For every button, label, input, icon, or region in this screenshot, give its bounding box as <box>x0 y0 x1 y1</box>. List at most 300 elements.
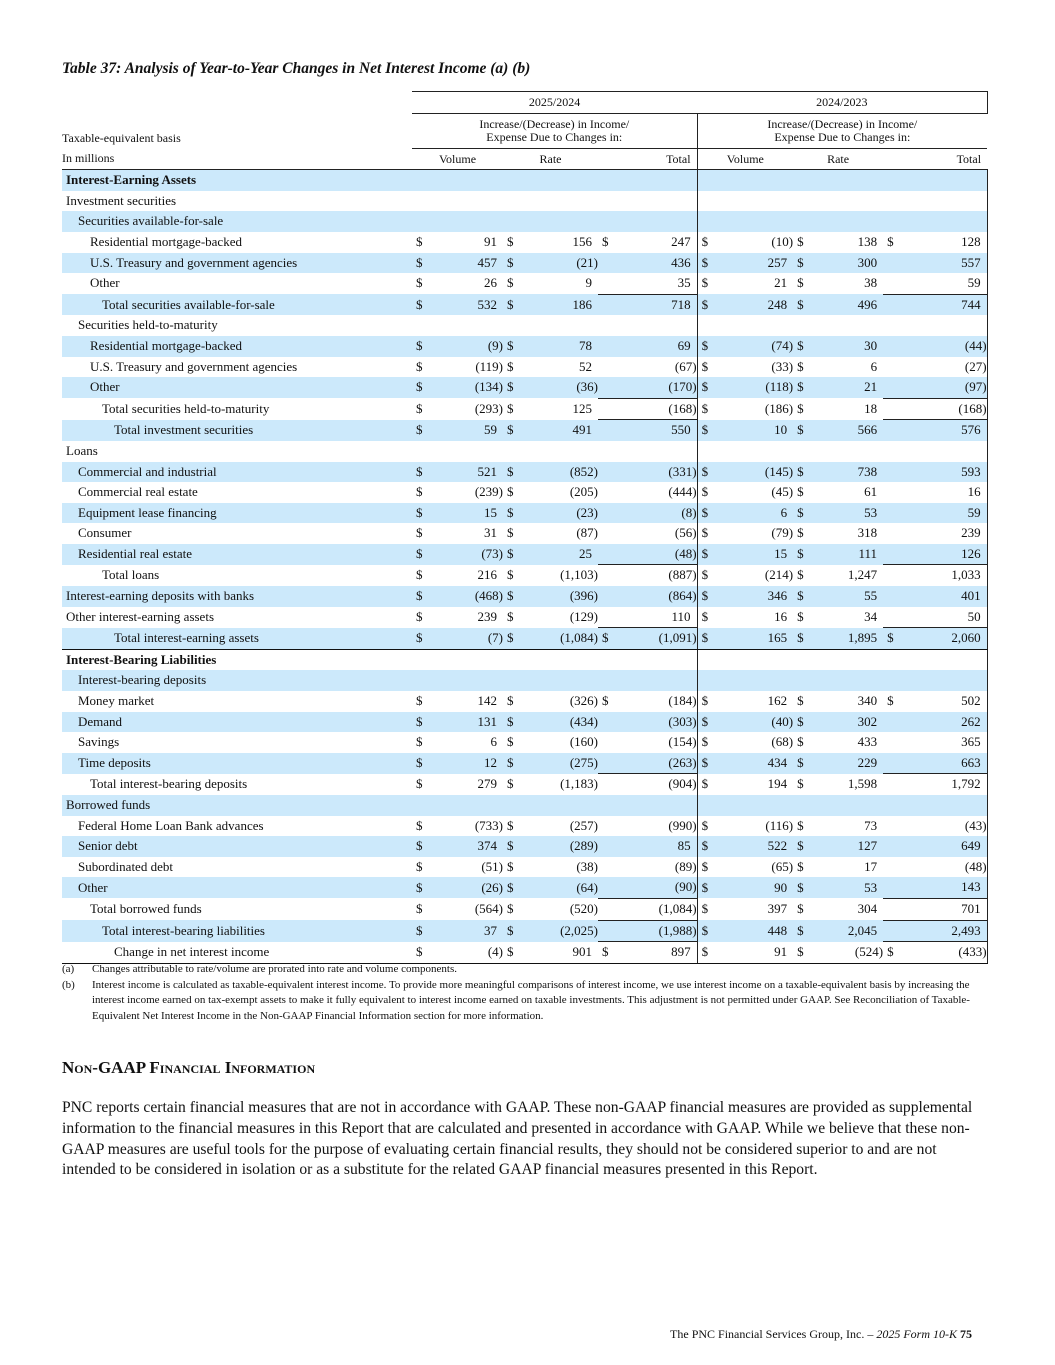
value-cell: (68) <box>771 734 794 750</box>
value-cell: (21) <box>520 253 598 274</box>
value-cell: 491 <box>520 420 598 441</box>
row-label: Investment securities <box>66 192 177 208</box>
dollar-sign <box>598 170 615 191</box>
dollar-sign: $ <box>412 336 430 357</box>
table-row <box>62 398 987 420</box>
row-label: Other <box>90 275 120 291</box>
table-row <box>62 315 987 336</box>
row-label: Total borrowed funds <box>90 900 202 916</box>
dollar-sign: $ <box>697 503 715 524</box>
dollar-sign: $ <box>793 877 810 898</box>
value-cell <box>810 211 883 232</box>
dollar-sign: $ <box>602 693 609 709</box>
value-cell: 318 <box>857 525 878 541</box>
dollar-sign <box>883 774 900 795</box>
value-cell: (27) <box>900 357 987 378</box>
dollar-sign: $ <box>793 712 810 733</box>
dollar-sign <box>883 920 900 942</box>
value-cell: 1,598 <box>847 776 878 792</box>
value-cell: 1,033 <box>900 565 987 586</box>
footnotes <box>62 962 987 1024</box>
value-cell: 262 <box>900 712 987 733</box>
value-cell: 302 <box>810 712 883 733</box>
dollar-sign <box>598 503 615 524</box>
dollar-sign <box>883 732 900 753</box>
value-cell: (326) <box>569 693 598 709</box>
dollar-sign: $ <box>412 920 430 942</box>
dollar-sign <box>412 649 430 670</box>
dollar-sign <box>598 191 615 212</box>
value-cell: (119) <box>475 358 503 374</box>
dollar-sign: $ <box>797 525 804 541</box>
dollar-sign: $ <box>883 628 900 650</box>
value-cell <box>615 670 697 691</box>
table-row <box>62 607 987 628</box>
table-row <box>62 898 987 920</box>
value-cell: (48) <box>615 544 697 565</box>
dollar-sign: $ <box>797 776 804 792</box>
value-cell: (1,988) <box>615 920 697 942</box>
dollar-sign: $ <box>507 858 514 874</box>
dollar-sign <box>697 170 715 191</box>
dollar-sign: $ <box>793 420 810 441</box>
dollar-sign: $ <box>412 877 430 898</box>
dollar-sign: $ <box>503 628 520 650</box>
row-label: Residential mortgage-backed <box>62 336 412 357</box>
footer-company: The PNC Financial Services Group, Inc. – <box>670 1327 874 1341</box>
table-row <box>62 523 987 544</box>
dollar-sign: $ <box>416 400 423 416</box>
value-cell: (904) <box>668 776 697 792</box>
dollar-sign: $ <box>507 567 514 583</box>
col-rate: Rate <box>793 148 883 170</box>
table-row <box>62 232 987 253</box>
dollar-sign: $ <box>697 544 715 565</box>
table-row <box>62 795 987 816</box>
dollar-sign: $ <box>507 358 514 374</box>
table-row <box>62 565 987 586</box>
dollar-sign: $ <box>697 462 715 483</box>
value-cell <box>520 211 598 232</box>
dollar-sign <box>883 795 900 816</box>
value-cell: 91 <box>715 942 793 964</box>
value-cell <box>430 170 503 191</box>
dollar-sign: $ <box>697 753 715 774</box>
sub-header-1 <box>412 113 697 148</box>
dollar-sign <box>598 544 615 565</box>
dollar-sign: $ <box>697 565 715 586</box>
dollar-sign: $ <box>416 817 423 833</box>
value-cell: 73 <box>864 817 878 833</box>
value-cell: (170) <box>615 377 697 398</box>
value-cell <box>520 670 598 691</box>
value-cell: (45) <box>771 484 794 500</box>
dollar-sign <box>883 649 900 670</box>
row-label: Residential real estate <box>62 544 412 565</box>
value-cell: (7) <box>430 628 503 650</box>
table-row <box>62 544 987 565</box>
value-cell: (239) <box>474 484 503 500</box>
value-cell <box>615 441 697 462</box>
table-row <box>62 774 987 795</box>
row-label: Time deposits <box>62 753 412 774</box>
value-cell: 433 <box>857 734 878 750</box>
value-cell <box>810 670 883 691</box>
dollar-sign: $ <box>697 732 715 753</box>
dollar-sign: $ <box>697 420 715 441</box>
value-cell: (303) <box>615 712 697 733</box>
dollar-sign <box>598 670 615 691</box>
dollar-sign: $ <box>797 358 804 374</box>
value-cell: 502 <box>900 691 987 712</box>
dollar-sign <box>598 712 615 733</box>
header-columns <box>62 148 987 170</box>
dollar-sign <box>697 441 715 462</box>
value-cell: (396) <box>520 586 598 607</box>
value-cell <box>810 315 883 336</box>
dollar-sign <box>503 170 520 191</box>
dollar-sign <box>883 315 900 336</box>
value-cell <box>615 795 697 816</box>
dollar-sign <box>598 315 615 336</box>
value-cell: 16 <box>774 608 788 624</box>
row-label: U.S. Treasury and government agencies <box>90 358 298 374</box>
dollar-sign: $ <box>697 942 715 964</box>
table-row <box>62 211 987 232</box>
value-cell: (186) <box>764 400 794 416</box>
dollar-sign: $ <box>503 920 520 942</box>
value-cell <box>430 211 503 232</box>
dollar-sign: $ <box>887 233 894 249</box>
dollar-sign <box>883 877 900 898</box>
table-row <box>62 253 987 274</box>
dollar-sign: $ <box>697 857 715 878</box>
dollar-sign: $ <box>697 273 715 294</box>
dollar-sign <box>883 836 900 857</box>
value-cell <box>520 649 598 670</box>
dollar-sign <box>883 211 900 232</box>
dollar-sign: $ <box>797 275 804 291</box>
dollar-sign <box>598 462 615 483</box>
footnote-text: Interest income is calculated as taxable-equivalent interest income. To provide more meaningful comparisons of interest income, we use interest income on a taxable-equivalent basis by increasing the interest income earned on tax-exempt assets to make it fully equivalent to interest income earned on taxable investments. This adjustment is not permitted under GAAP. See Reconciliation of Taxable-Equivalent Net Interest Income in the Non-GAAP Financial Information section for more information. <box>92 978 970 1022</box>
dollar-sign <box>598 253 615 274</box>
value-cell: (67) <box>674 358 697 374</box>
dollar-sign <box>598 857 615 878</box>
value-cell <box>900 670 987 691</box>
dollar-sign <box>883 898 900 920</box>
dollar-sign: $ <box>697 628 715 650</box>
dollar-sign <box>883 857 900 878</box>
table-row <box>62 482 987 503</box>
value-cell: 17 <box>864 858 878 874</box>
value-cell: (87) <box>576 525 598 541</box>
value-cell: 496 <box>810 294 883 315</box>
value-cell: 521 <box>430 462 503 483</box>
section-body: PNC reports certain financial measures that are not in accordance with GAAP. These non-GAAP financial measures are provided as supplemental information to the financial measures in this Report that are calculated and presented in accordance with GAAP. While we believe that these non-GAAP measures are useful tools for the purpose of evaluating certain financial results, they should not be considered superior to and are not intended to be considered in isolation or as a substitute for the related GAAP financial measures presented in this Report. <box>62 1099 973 1179</box>
row-label: Total securities held-to-maturity <box>102 400 270 416</box>
dollar-sign: $ <box>412 628 430 650</box>
dollar-sign <box>598 898 615 920</box>
value-cell: 434 <box>715 753 793 774</box>
value-cell: 6 <box>870 358 878 374</box>
value-cell: 257 <box>715 253 793 274</box>
dollar-sign <box>883 670 900 691</box>
dollar-sign <box>412 670 430 691</box>
table-row <box>62 836 987 857</box>
value-cell: (40) <box>715 712 793 733</box>
value-cell: 35 <box>615 273 697 294</box>
value-cell: 649 <box>900 836 987 857</box>
value-cell: (1,103) <box>560 567 598 583</box>
dollar-sign: $ <box>416 693 423 709</box>
value-cell: 18 <box>864 400 878 416</box>
dollar-sign <box>598 273 615 294</box>
row-label: Other <box>62 877 412 898</box>
value-cell: 55 <box>810 586 883 607</box>
value-cell: 397 <box>767 900 788 916</box>
dollar-sign <box>598 565 615 586</box>
value-cell: (1,084) <box>615 898 697 920</box>
value-cell <box>520 191 598 212</box>
net-interest-income-table <box>62 91 988 964</box>
dollar-sign: $ <box>793 544 810 565</box>
value-cell: 21 <box>774 275 788 291</box>
value-cell: 576 <box>900 420 987 441</box>
value-cell: 138 <box>857 233 878 249</box>
value-cell: 1,247 <box>847 567 878 583</box>
row-label: Total investment securities <box>62 420 412 441</box>
dollar-sign <box>503 670 520 691</box>
dollar-sign: $ <box>412 294 430 315</box>
value-cell: 550 <box>615 420 697 441</box>
dollar-sign: $ <box>503 753 520 774</box>
value-cell <box>900 191 987 212</box>
value-cell: 53 <box>810 503 883 524</box>
value-cell <box>430 315 503 336</box>
dollar-sign <box>883 398 900 420</box>
value-cell: 110 <box>615 607 697 628</box>
value-cell: 365 <box>900 732 987 753</box>
dollar-sign: $ <box>697 898 715 920</box>
dollar-sign <box>503 795 520 816</box>
value-cell: 522 <box>715 836 793 857</box>
value-cell: (38) <box>576 858 598 874</box>
value-cell: 15 <box>430 503 503 524</box>
dollar-sign <box>697 211 715 232</box>
dollar-sign <box>598 482 615 503</box>
value-cell: (160) <box>569 734 598 750</box>
value-cell <box>810 441 883 462</box>
row-label: Total interest-earning assets <box>62 628 412 650</box>
period-2025-2024: 2025/2024 <box>412 92 697 114</box>
value-cell: (293) <box>474 400 503 416</box>
row-label: Savings <box>78 734 120 750</box>
value-cell: 2,493 <box>900 920 987 942</box>
value-cell: 1,895 <box>810 628 883 650</box>
dollar-sign: $ <box>697 357 715 378</box>
value-cell: 59 <box>900 503 987 524</box>
dollar-sign: $ <box>797 484 804 500</box>
dollar-sign: $ <box>697 774 715 795</box>
table-row <box>62 753 987 774</box>
dollar-sign: $ <box>412 942 430 964</box>
value-cell <box>900 649 987 670</box>
dollar-sign: $ <box>416 608 423 624</box>
dollar-sign <box>598 398 615 420</box>
value-cell <box>715 441 793 462</box>
value-cell: (168) <box>615 398 697 420</box>
value-cell: 85 <box>615 836 697 857</box>
dollar-sign: $ <box>793 586 810 607</box>
value-cell <box>520 170 598 191</box>
page-number: 75 <box>960 1327 972 1341</box>
value-cell: (852) <box>520 462 598 483</box>
value-cell: 1,792 <box>900 774 987 795</box>
dollar-sign: $ <box>697 523 715 544</box>
value-cell: 26 <box>484 275 497 291</box>
value-cell: 216 <box>477 567 497 583</box>
table-row <box>62 441 987 462</box>
value-cell: (36) <box>520 377 598 398</box>
value-cell <box>715 211 793 232</box>
dollar-sign: $ <box>507 608 514 624</box>
value-cell <box>715 649 793 670</box>
value-cell: (434) <box>520 712 598 733</box>
dollar-sign: $ <box>793 920 810 942</box>
value-cell: 897 <box>615 942 697 964</box>
value-cell <box>715 670 793 691</box>
value-cell: 304 <box>857 900 878 916</box>
value-cell: (275) <box>520 753 598 774</box>
value-cell: 127 <box>810 836 883 857</box>
value-cell: 247 <box>671 233 691 249</box>
row-label: Subordinated debt <box>78 858 173 874</box>
value-cell: 457 <box>430 253 503 274</box>
sub-header-line: Expense Due to Changes in: <box>486 129 623 144</box>
row-label: Demand <box>62 712 412 733</box>
value-cell: 436 <box>615 253 697 274</box>
dollar-sign <box>793 170 810 191</box>
value-cell: 91 <box>484 233 497 249</box>
value-cell: 61 <box>864 484 878 500</box>
dollar-sign <box>412 315 430 336</box>
value-cell: 374 <box>430 836 503 857</box>
value-cell: 300 <box>810 253 883 274</box>
dollar-sign: $ <box>503 942 520 964</box>
value-cell: 346 <box>715 586 793 607</box>
dollar-sign <box>883 816 900 837</box>
dollar-sign <box>598 357 615 378</box>
value-cell: 701 <box>900 898 987 920</box>
table-row <box>62 377 987 398</box>
value-cell: (331) <box>615 462 697 483</box>
value-cell: 78 <box>520 336 598 357</box>
dollar-sign <box>697 191 715 212</box>
period-2024-2023: 2024/2023 <box>697 92 987 114</box>
value-cell <box>615 315 697 336</box>
value-cell: 229 <box>810 753 883 774</box>
table-row <box>62 462 987 483</box>
dollar-sign <box>412 211 430 232</box>
value-cell: 6 <box>715 503 793 524</box>
dollar-sign: $ <box>412 544 430 565</box>
dollar-sign: $ <box>793 628 810 650</box>
table-row <box>62 628 987 650</box>
value-cell: (33) <box>771 358 794 374</box>
dollar-sign <box>883 420 900 441</box>
dollar-sign: $ <box>793 294 810 315</box>
row-label: Consumer <box>78 525 132 541</box>
dollar-sign: $ <box>503 544 520 565</box>
value-cell: (433) <box>900 942 987 964</box>
dollar-sign <box>598 732 615 753</box>
value-cell: (990) <box>668 817 697 833</box>
dollar-sign <box>883 565 900 586</box>
dollar-sign <box>697 315 715 336</box>
dollar-sign: $ <box>697 398 715 420</box>
table-row <box>62 877 987 898</box>
dollar-sign: $ <box>697 232 715 253</box>
dollar-sign: $ <box>412 253 430 274</box>
dollar-sign: $ <box>793 942 810 964</box>
footer-form: 2025 Form 10-K <box>876 1327 957 1341</box>
row-label: Interest-Earning Assets <box>62 170 412 191</box>
value-cell: 52 <box>579 358 592 374</box>
row-label: Total loans <box>102 567 160 583</box>
row-label: Securities available-for-sale <box>62 211 412 232</box>
dollar-sign <box>503 315 520 336</box>
value-cell: (564) <box>474 900 503 916</box>
value-cell: (65) <box>771 858 794 874</box>
row-label: Money market <box>78 693 155 709</box>
value-cell <box>430 649 503 670</box>
table-row <box>62 732 987 753</box>
value-cell: (2,025) <box>520 920 598 942</box>
dollar-sign: $ <box>883 942 900 964</box>
value-cell: (74) <box>715 336 793 357</box>
value-cell <box>615 170 697 191</box>
dollar-sign: $ <box>412 753 430 774</box>
table-row <box>62 586 987 607</box>
value-cell: 194 <box>767 776 788 792</box>
footnote <box>62 962 987 978</box>
dollar-sign: $ <box>416 776 423 792</box>
row-label: Borrowed funds <box>62 795 412 816</box>
dollar-sign: $ <box>412 503 430 524</box>
table-row <box>62 273 987 294</box>
dollar-sign: $ <box>503 294 520 315</box>
dollar-sign: $ <box>412 712 430 733</box>
dollar-sign: $ <box>697 836 715 857</box>
dollar-sign: $ <box>797 900 804 916</box>
dollar-sign <box>793 670 810 691</box>
value-cell: (263) <box>615 753 697 774</box>
dollar-sign: $ <box>412 420 430 441</box>
dollar-sign: $ <box>797 608 804 624</box>
dollar-sign <box>598 816 615 837</box>
value-cell: (10) <box>771 233 794 249</box>
dollar-sign <box>883 482 900 503</box>
table-row <box>62 357 987 378</box>
dollar-sign <box>697 795 715 816</box>
value-cell <box>520 441 598 462</box>
value-cell: (4) <box>430 942 503 964</box>
dollar-sign <box>598 377 615 398</box>
value-cell <box>430 795 503 816</box>
dollar-sign <box>883 607 900 628</box>
dollar-sign <box>412 441 430 462</box>
dollar-sign <box>793 795 810 816</box>
